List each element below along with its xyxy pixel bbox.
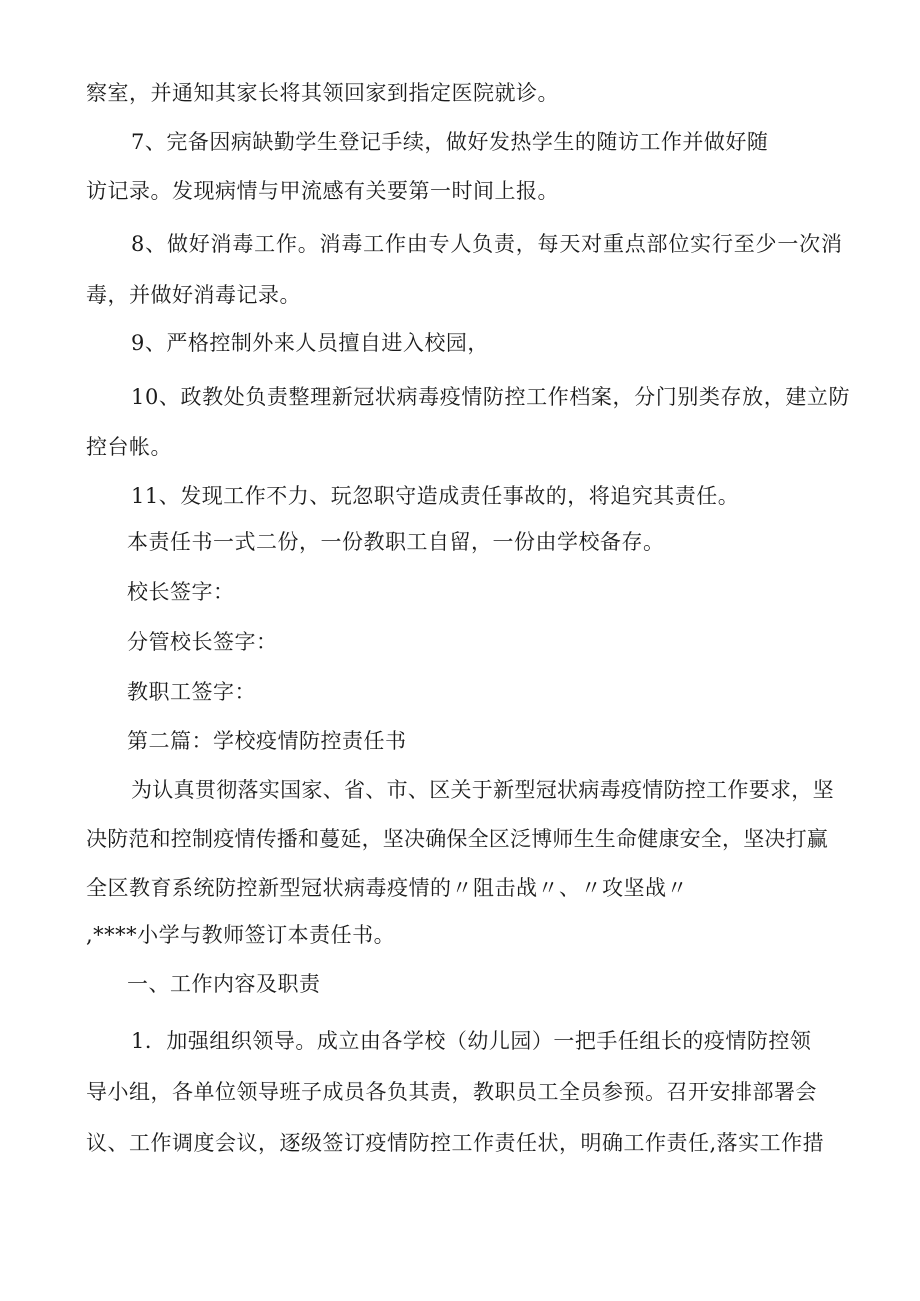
text-line: 8、做好消毒工作。消毒工作由专人负责，每天对重点部位实行至少一次消 [131,232,843,256]
subsection-heading: 一、工作内容及职责 [127,972,321,996]
text-line: 访记录。发现病情与甲流感有关要第一时间上报。 [86,179,559,203]
text-line: 7、完备因病缺勤学生登记手续，做好发热学生的随访工作并做好随 [131,130,769,154]
signature-label-principal: 校长签字： [127,580,235,604]
text-line: 为认真贯彻落实国家、省、市、区关于新型冠状病毒疫情防控工作要求，坚 [131,778,834,802]
text-line: 导小组，各单位领导班子成员各负其责，教职员工全员参预。召开安排部署会 [86,1080,817,1104]
text-line: 察室，并通知其家长将其领回家到指定医院就诊。 [86,81,559,105]
text-line: 10、政教处负责整理新冠状病毒疫情防控工作档案，分门别类存放，建立防 [131,385,851,409]
text-line: 决防范和控制疫情传播和蔓延，坚决确保全区泛博师生生命健康安全，坚决打赢 [86,827,828,851]
text-line: 毒，并做好消毒记录。 [86,283,301,307]
signature-label-staff: 教职工签字： [127,680,256,704]
signature-label-vice-principal: 分管校长签字： [127,630,278,654]
text-line: 议、工作调度会议，逐级签订疫情防控工作责任状，明确工作责任,落实工作措 [86,1131,825,1155]
section-heading: 第二篇：学校疫情防控责任书 [127,729,407,753]
text-line: 本责任书一式二份，一份教职工自留，一份由学校备存。 [127,530,665,554]
text-line: 1．加强组织领导。成立由各学校（幼儿园）一把手任组长的疫情防控领 [131,1029,812,1053]
text-line: 9、严格控制外来人员擅自进入校园， [131,331,489,355]
text-line: 11、发现工作不力、玩忽职守造成责任事故的，将追究其责任。 [131,484,740,508]
text-line: 全区教育系统防控新型冠状病毒疫情的〃阻击战〃、〃攻坚战〃 [86,876,688,900]
text-line: ,****小学与教师签订本责任书。 [86,923,396,947]
text-line: 控台帐。 [86,435,172,459]
